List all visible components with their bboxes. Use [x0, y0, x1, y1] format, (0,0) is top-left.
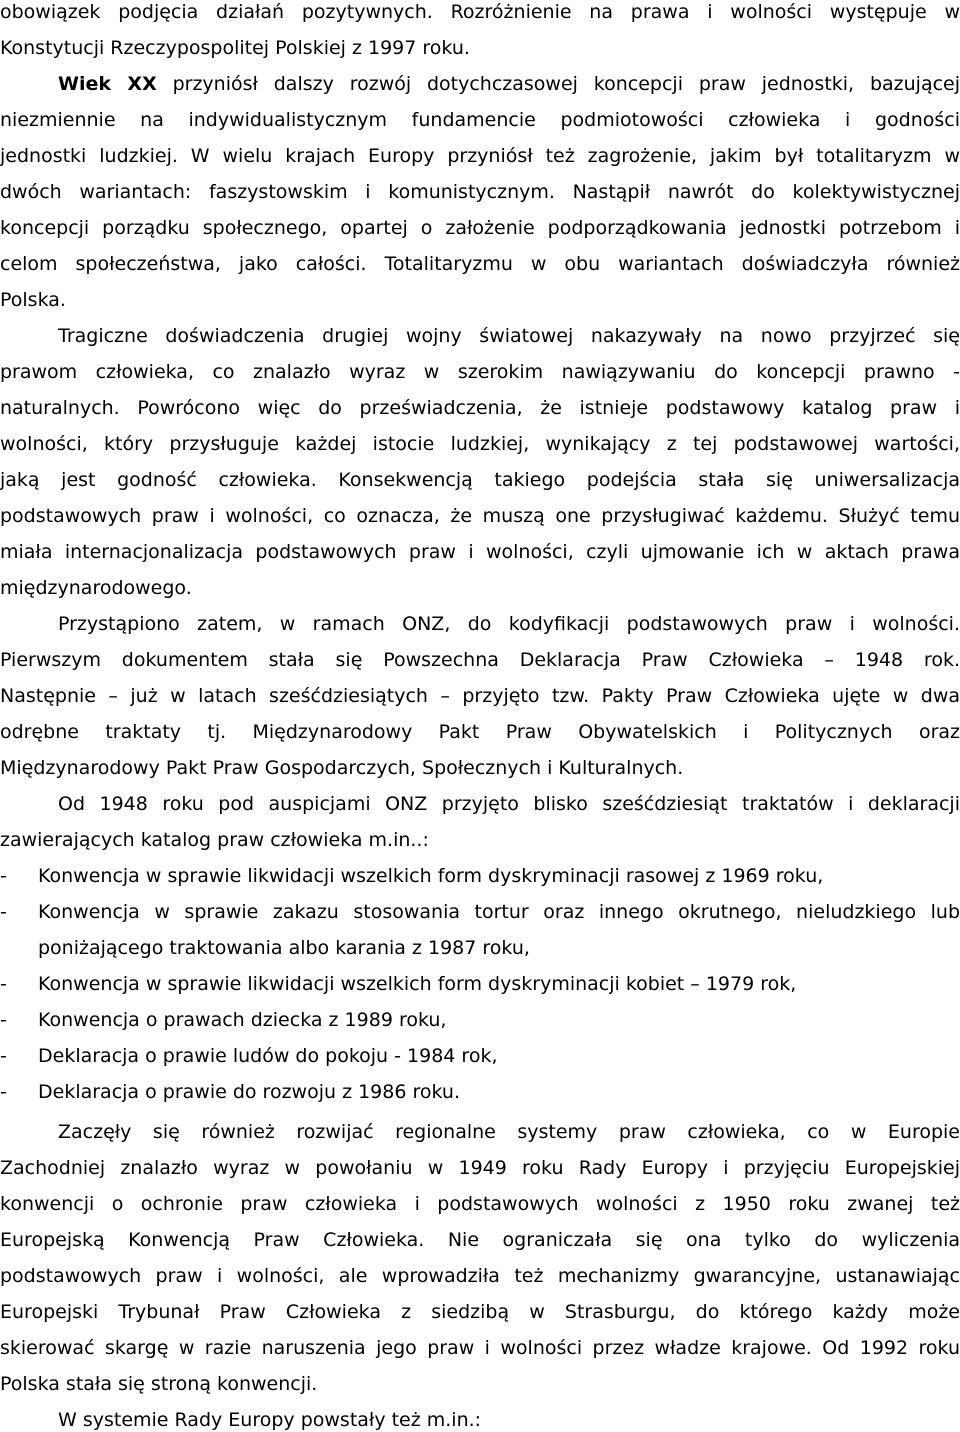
text-line: jednostki ludzkiej. W wielu krajach Europy przyniósł też zagrożenie, jakim był totalitaryzm w — [0, 145, 960, 167]
list-item — [0, 1038, 960, 1074]
text-line: Europejski Trybunał Praw Człowieka z siedzibą w Strasburgu, do którego każdy może — [0, 1301, 960, 1323]
list-dash: - — [0, 1009, 7, 1031]
text-line: konwencji o ochronie praw człowieka i podstawowych wolności z 1950 roku zwanej też — [0, 1193, 960, 1215]
list-item — [0, 966, 960, 1002]
list-item-text: Konwencja w sprawie zakazu stosowania tortur oraz innego okrutnego, nieludzkiego lub — [38, 901, 960, 923]
text-line: odrębne traktaty tj. Międzynarodowy Pakt Praw Obywatelskich i Politycznych oraz — [0, 721, 960, 743]
text-line: naturalnych. Powrócono więc do przeświadczenia, że istnieje podstawowy katalog praw i — [0, 397, 960, 419]
text-line: Polska stała się stroną konwencji. — [0, 1373, 318, 1395]
list-item — [0, 1074, 960, 1110]
list-dash: - — [0, 1081, 7, 1103]
list-item-text: Konwencja o prawach dziecka z 1989 roku, — [38, 1009, 447, 1031]
text-line: skierować skargę w razie naruszenia jego praw i wolności przez władze krajowe. Od 1992 roku — [0, 1337, 960, 1359]
list-item-text: Konwencja w sprawie likwidacji wszelkich form dyskryminacji kobiet – 1979 rok, — [38, 973, 797, 995]
text-line: Pierwszym dokumentem stała się Powszechna Deklaracja Praw Człowieka – 1948 rok. — [0, 649, 960, 671]
text-line: Europejską Konwencją Praw Człowieka. Nie ograniczała się ona tylko do wyliczenia — [0, 1229, 960, 1251]
list-dash: - — [0, 1045, 7, 1067]
list-dash: - — [0, 973, 7, 995]
list-item-text: poniżającego traktowania albo karania z 1987 roku, — [38, 937, 530, 959]
text-line: prawom człowieka, co znalazło wyraz w szerokim nawiązywaniu do koncepcji prawno - — [0, 361, 960, 383]
list-item-text: Deklaracja o prawie do rozwoju z 1986 roku. — [38, 1081, 460, 1103]
list-item-text: Konwencja w sprawie likwidacji wszelkich form dyskryminacji rasowej z 1969 roku, — [38, 865, 824, 887]
text-line: Przystąpiono zatem, w ramach ONZ, do kodyfikacji podstawowych praw i wolności. — [58, 613, 960, 635]
text-line: Polska. — [0, 289, 66, 311]
text-line: Konstytucji Rzeczypospolitej Polskiej z 1997 roku. — [0, 37, 470, 59]
text-line: Zaczęły się również rozwijać regionalne systemy praw człowieka, co w Europie — [58, 1121, 960, 1143]
text-line: koncepcji porządku społecznego, opartej o założenie podporządkowania jednostki potrzebom i — [0, 217, 960, 239]
text-line: podstawowych praw i wolności, co oznacza, że muszą one przysługiwać każdemu. Służyć temu — [0, 505, 960, 527]
text-line: niezmiennie na indywidualistycznym fundamencie podmiotowości człowieka i godności — [0, 109, 960, 131]
text-line: W systemie Rady Europy powstały też m.in.: — [58, 1409, 482, 1431]
text-line — [0, 66, 960, 102]
text-line: miała internacjonalizacja podstawowych praw i wolności, czyli ujmowanie ich w aktach prawa — [0, 541, 960, 563]
text-line: Od 1948 roku pod auspicjami ONZ przyjęto blisko sześćdziesiąt traktatów i deklaracji — [58, 793, 960, 815]
text-line: zawierających katalog praw człowieka m.in..: — [0, 829, 429, 851]
text-line: celom społeczeństwa, jako całości. Totalitaryzmu w obu wariantach doświadczyła również — [0, 253, 960, 275]
text-line: Międzynarodowy Pakt Praw Gospodarczych, Społecznych i Kulturalnych. — [0, 757, 684, 779]
list-item — [0, 1002, 960, 1038]
text-line: Zachodniej znalazło wyraz w powołaniu w 1949 roku Rady Europy i przyjęciu Europejskiej — [0, 1157, 960, 1179]
text-line: międzynarodowego. — [0, 577, 192, 599]
bold-phrase: Wiek XX — [58, 73, 157, 95]
list-item — [0, 858, 960, 894]
text-line: podstawowych praw i wolności, ale wprowadziła też mechanizmy gwarancyjne, ustanawiając — [0, 1265, 960, 1287]
list-dash: - — [0, 865, 7, 887]
list-dash: - — [0, 901, 7, 923]
text-line: Następnie – już w latach sześćdziesiątych – przyjęto tzw. Pakty Praw Człowieka ujęte w dwa — [0, 685, 960, 707]
text-line: wolności, który przysługuje każdej istocie ludzkiej, wynikający z tej podstawowej wartości, — [0, 433, 960, 455]
text-line: dwóch wariantach: faszystowskim i komunistycznym. Nastąpił nawrót do kolektywistycznej — [0, 181, 960, 203]
text-line: obowiązek podjęcia działań pozytywnych. Rozróżnienie na prawa i wolności występuje w — [0, 1, 960, 23]
text-line: Tragiczne doświadczenia drugiej wojny światowej nakazywały na nowo przyjrzeć się — [58, 325, 960, 347]
list-item-text: Deklaracja o prawie ludów do pokoju - 1984 rok, — [38, 1045, 498, 1067]
list-item — [0, 894, 960, 966]
text-line: jaką jest godność człowieka. Konsekwencją takiego podejścia stała się uniwersalizacja — [0, 469, 960, 491]
text-fragment: przyniósł dalszy rozwój dotychczasowej koncepcji praw jednostki, bazującej — [156, 73, 960, 95]
